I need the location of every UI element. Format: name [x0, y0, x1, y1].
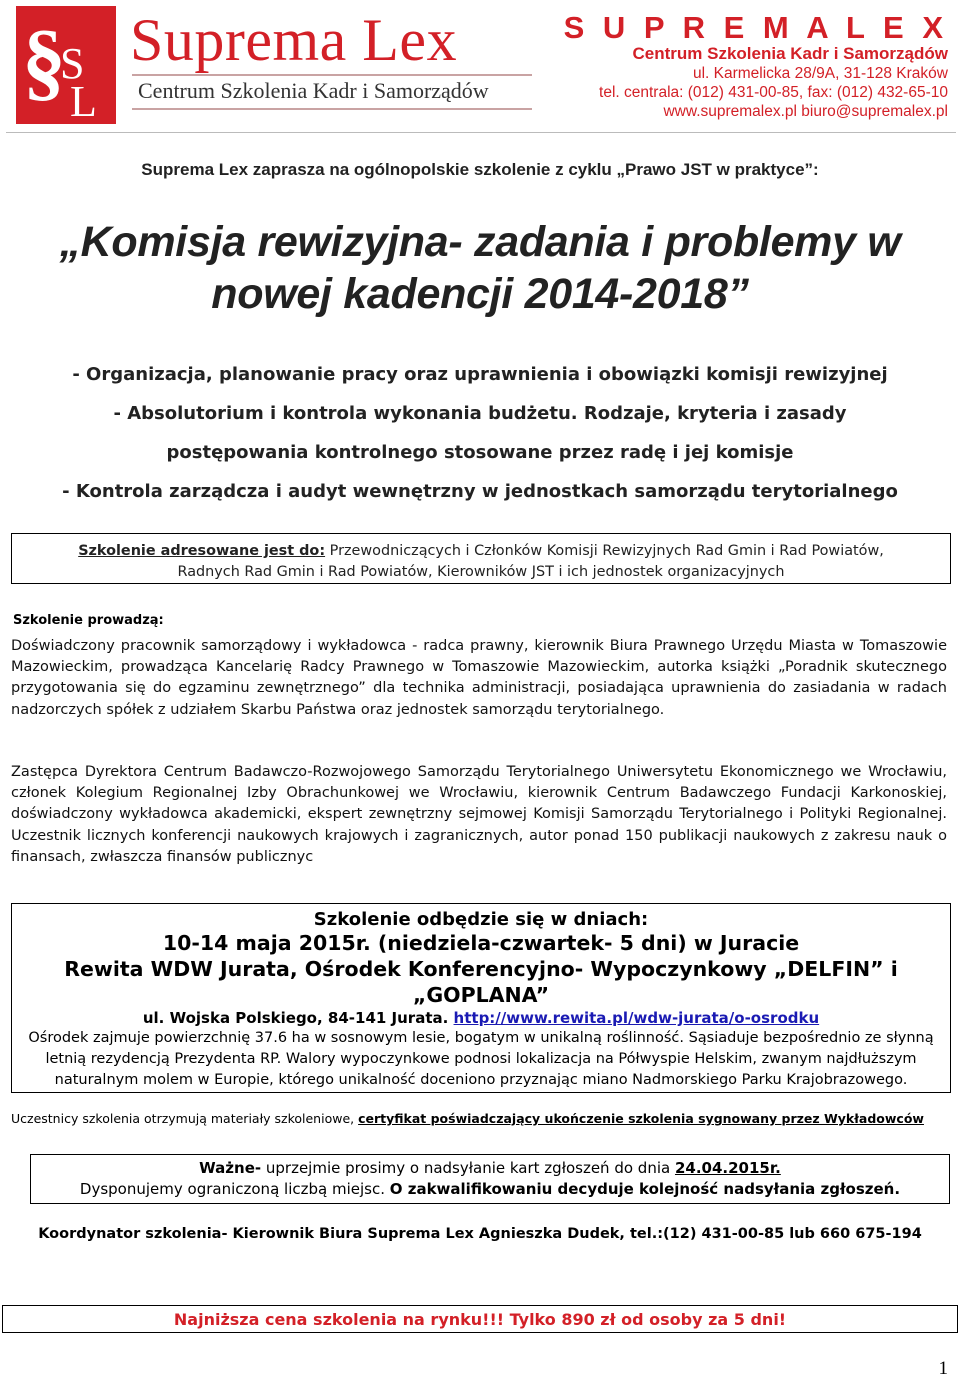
svg-text:S: S — [60, 39, 85, 88]
venue-address-line — [12, 1008, 950, 1028]
topic-item: - Organizacja, planowanie pracy oraz uprawnienia i obowiązki komisji rewizyjnej — [72, 364, 888, 385]
audience-label: Szkolenie adresowane jest do: — [78, 543, 326, 559]
training-title-line-2: nowej kadencji 2014-2018” — [211, 270, 749, 318]
training-title-line-1: „Komisja rewizyjna- zadania i problemy w — [59, 218, 901, 266]
materials-text: Uczestnicy szkolenia otrzymują materiały szkoleniowe, — [11, 1111, 359, 1126]
deadline-date: 24.04.2015r. — [674, 1159, 781, 1177]
topic-item: - Kontrola zarządcza i audyt wewnętrzny w jednostkach samorządu terytorialnego — [62, 481, 898, 502]
venue-address: ul. Wojska Polskiego, 84-141 Jurata. — [142, 1009, 454, 1027]
price-box — [2, 1305, 958, 1333]
important-label: Ważne- — [199, 1159, 262, 1177]
materials-note — [11, 1111, 951, 1126]
header-divider — [6, 132, 956, 133]
venue-name: Rewita WDW Jurata, Ośrodek Konferencyjno- Wypoczynkowy „DELFIN” i „GOPLANA” — [64, 957, 898, 1007]
svg-text:L: L — [70, 77, 97, 126]
lecturer-bio-1: Doświadczony pracownik samorządowy i wykładowca - radca prawny, kierownik Biura Prawnego Urzędu Miasta w Tomaszowie Mazowieckim, prowadząca Kancelarię Radcy Prawnego w Tomaszowie Mazowieckim, autorka książki „Poradnik skutecznego przygotowania się do egzaminu zewnętrznego” dla technika administracji, posiadająca uprawnienia do zasiadania w radach nadzorczych spółek z udziałem Skarbu Państwa oraz jednostek samorządu terytorialnego. — [11, 638, 947, 718]
header-brand: S U P R E M A L E X — [563, 10, 948, 45]
logo-subtitle: Centrum Szkolenia Kadr i Samorządów — [138, 78, 489, 103]
header-phone: tel. centrala: (012) 431-00-85, fax: (012) 432-65-10 — [599, 84, 948, 101]
important-box — [30, 1154, 950, 1204]
header-org: Centrum Szkolenia Kadr i Samorządów — [632, 44, 948, 63]
important-text: uprzejmie prosimy o nadsyłanie kart zgłoszeń do dnia — [261, 1159, 675, 1177]
certificate-text: certyfikat poświadczający ukończenie szkolenia sygnowany przez Wykładowców — [358, 1111, 924, 1126]
section-sign-logo-mark — [14, 4, 130, 130]
header-web[interactable]: www.supremalex.pl biuro@supremalex.pl — [663, 103, 948, 120]
venue-description: Ośrodek zajmuje powierzchnię 37.6 ha w sosnowym lesie, bogatym w unikalną roślinność. Sąsiaduje bezpośrednio ze słynną letnią rezydencją Prezydenta RP. Walory wypoczynkowe podnosi lokalizacja na Półwyspie Helskim, zwanym najdłuższym naturalnym molem w Europie, którego unikalność doceniono przyznając miano Nadmorskiego Parku Krajobrazowego. — [28, 1030, 934, 1088]
header-address: ul. Karmelicka 28/9A, 31-128 Kraków — [692, 65, 948, 82]
page-number: 1 — [938, 1358, 948, 1379]
topic-item: - Absolutorium i kontrola wykonania budżetu. Rodzaje, kryteria i zasady — [113, 403, 847, 424]
svg-text:§: § — [22, 13, 66, 110]
order-rule: O zakwalifikowaniu decyduje kolejność nadsyłania zgłoszeń. — [389, 1180, 901, 1198]
audience-box — [11, 533, 951, 584]
venue-link[interactable]: http://www.rewita.pl/wdw-jurata/o-osrodku — [453, 1009, 820, 1027]
price-text: Najniższa cena szkolenia na rynku!!! Tylko 890 zł od osoby za 5 dni! — [173, 1310, 787, 1329]
suprema-lex-logo — [14, 4, 534, 130]
dates-heading: Szkolenie odbędzie się w dniach: — [313, 909, 649, 930]
logo-rule — [132, 74, 532, 76]
header-contact — [564, 12, 948, 121]
invitation-line: Suprema Lex zaprasza na ogólnopolskie szkolenie z cyklu „Prawo JST w praktyce”: — [141, 160, 819, 179]
dates-when: 10-14 maja 2015r. (niedziela-czwartek- 5 dni) w Juracie — [162, 931, 800, 955]
topic-item: postępowania kontrolnego stosowane przez radę i jej komisje — [166, 442, 794, 463]
dates-venue-box — [11, 903, 951, 1093]
coordinator-line: Koordynator szkolenia- Kierownik Biura Suprema Lex Agnieszka Dudek, tel.:(12) 431-00-85 lub 660 675-194 — [38, 1226, 922, 1242]
limited-places: Dysponujemy ograniczoną liczbą miejsc. — [79, 1180, 390, 1198]
logo-name: Suprema Lex — [130, 7, 458, 73]
audience-text-2: Radnych Rad Gmin i Rad Powiatów, Kierowników JST i ich jednostek organizacyjnych — [177, 564, 785, 580]
audience-text-1: Przewodniczących i Członków Komisji Rewizyjnych Rad Gmin i Rad Powiatów, — [325, 543, 884, 559]
lecturer-bio-2: Zastępca Dyrektora Centrum Badawczo-Rozwojowego Samorządu Terytorialnego Uniwersytetu Ekonomicznego we Wrocławiu, członek Kolegium Regionalnej Izby Obrachunkowej we Wrocławiu, kierownik Centrum Badawczego Fundacji Karkonoskiej, doświadczony wykładowca akademicki, ekspert zewnętrzny sejmowej Komisji Samorządu Terytorialnego i Polityki Regionalnej. Uczestnik licznych konferencji naukowych krajowych i zagranicznych, autor ponad 150 publikacji naukowych z zakresu nauk o finansach, zwłaszcza finansów publicznyc — [11, 764, 947, 865]
lecturers-heading: Szkolenie prowadzą: — [13, 613, 164, 628]
logo-rule-bottom — [132, 108, 532, 110]
